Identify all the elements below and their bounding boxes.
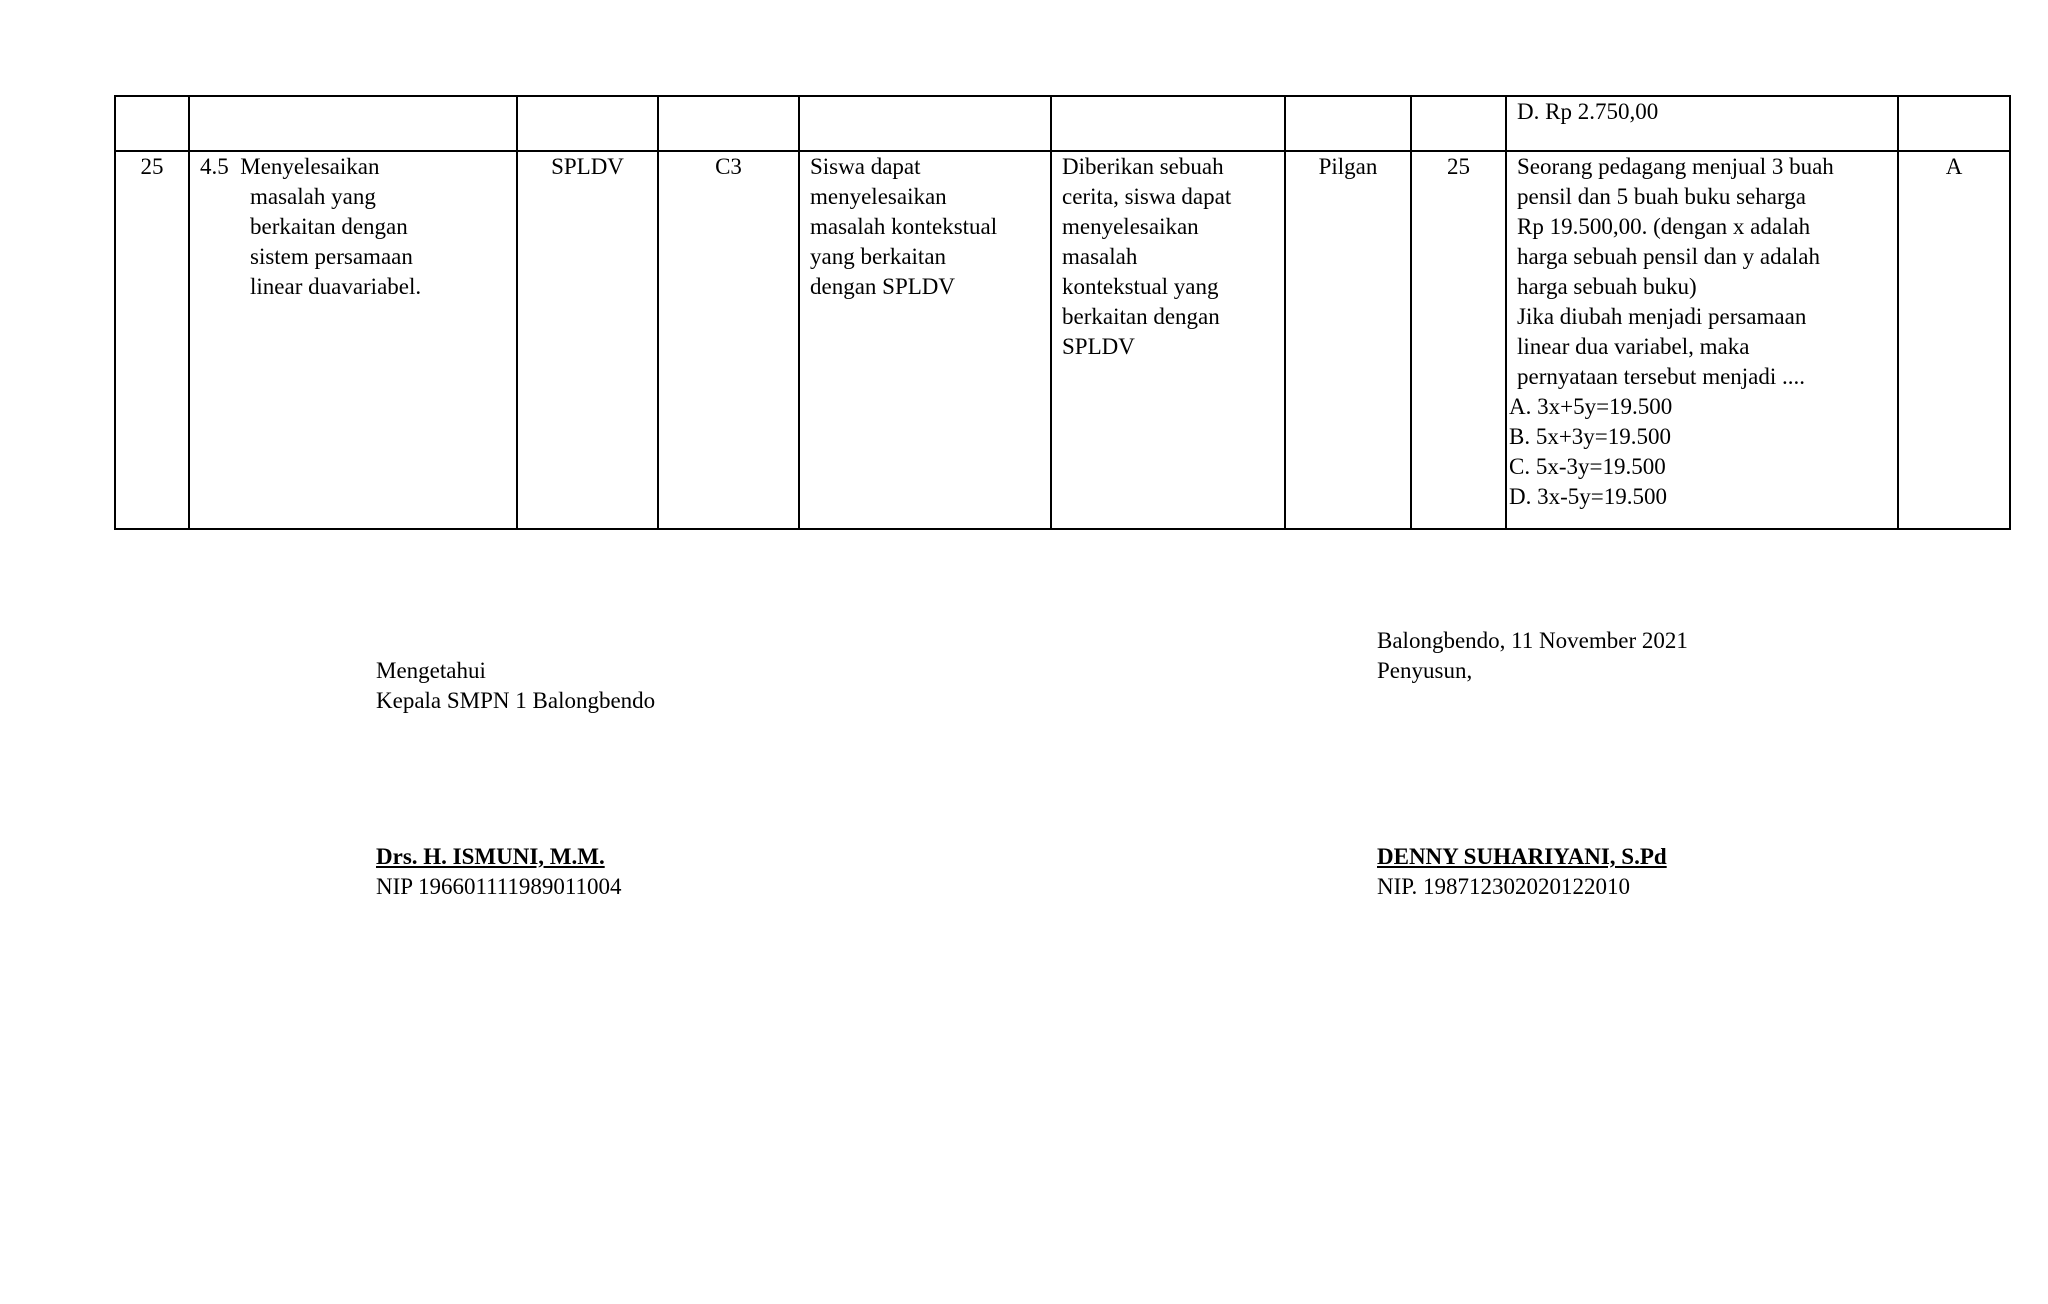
- soal-line: Seorang pedagang menjual 3 buah: [1517, 154, 1834, 179]
- indikator-line: menyelesaikan: [810, 184, 947, 209]
- cell-bentuk: Pilgan: [1285, 151, 1411, 529]
- author-nip: NIP. 198712302020122010: [1377, 874, 1631, 899]
- indikator-line: yang berkaitan: [810, 244, 947, 269]
- cell-no: [115, 96, 189, 151]
- cell-kd: [189, 151, 517, 529]
- cell-soal: [1506, 96, 1898, 151]
- principal-nip: NIP 196601111989011004: [376, 874, 622, 899]
- cell-indikator: [799, 151, 1051, 529]
- table-row: [115, 151, 2010, 529]
- cell-kd: [189, 96, 517, 151]
- cell-no-soal: 25: [1411, 151, 1506, 529]
- cell-kunci: [1898, 96, 2010, 151]
- cell-no-soal: [1411, 96, 1506, 151]
- cell-level: [658, 96, 799, 151]
- signature-left-name-block: [376, 842, 622, 902]
- cell-bentuk: [1285, 96, 1411, 151]
- indikator-soal-line: cerita, siswa dapat: [1062, 184, 1232, 209]
- cell-soal: [1506, 151, 1898, 529]
- cell-kunci: A: [1898, 151, 2010, 529]
- indikator-line: Siswa dapat: [810, 154, 921, 179]
- kd-text-line: linear duavariabel.: [250, 274, 422, 299]
- cell-materi: [517, 96, 658, 151]
- answer-option-a: A. 3x+5y=19.500: [1509, 394, 1673, 419]
- indikator-soal-line: masalah: [1062, 244, 1138, 269]
- answer-option-d: D. 3x-5y=19.500: [1509, 484, 1667, 509]
- kd-text-line: sistem persamaan: [250, 244, 413, 269]
- kd-text-line: berkaitan dengan: [250, 214, 408, 239]
- principal-title: Kepala SMPN 1 Balongbendo: [376, 688, 656, 713]
- cell-no: 25: [115, 151, 189, 529]
- soal-line: harga sebuah buku): [1517, 274, 1697, 299]
- indikator-soal-line: menyelesaikan: [1062, 214, 1199, 239]
- soal-line: Jika diubah menjadi persamaan: [1517, 304, 1807, 329]
- author-name: DENNY SUHARIYANI, S.Pd: [1377, 844, 1667, 869]
- cell-materi: SPLDV: [517, 151, 658, 529]
- kd-text-line: Menyelesaikan: [240, 154, 380, 179]
- answer-option-c: C. 5x-3y=19.500: [1509, 454, 1666, 479]
- soal-line: pensil dan 5 buah buku seharga: [1517, 184, 1806, 209]
- cell-indikator: [799, 96, 1051, 151]
- cell-indikator-soal: [1051, 96, 1285, 151]
- indikator-line: dengan SPLDV: [810, 274, 956, 299]
- signature-left: [376, 656, 655, 716]
- indikator-soal-line: kontekstual yang: [1062, 274, 1219, 299]
- soal-line: Rp 19.500,00. (dengan x adalah: [1517, 214, 1811, 239]
- cell-level: C3: [658, 151, 799, 529]
- signature-right: [1377, 626, 1688, 686]
- answer-option-b: B. 5x+3y=19.500: [1509, 424, 1672, 449]
- signature-right-name-block: [1377, 842, 1667, 902]
- table-row: [115, 96, 2010, 151]
- soal-line: linear dua variabel, maka: [1517, 334, 1750, 359]
- kd-text-line: masalah yang: [250, 184, 376, 209]
- soal-line: pernyataan tersebut menjadi ....: [1517, 364, 1806, 389]
- kisi-kisi-table: [114, 95, 2011, 530]
- indikator-soal-line: SPLDV: [1062, 334, 1135, 359]
- indikator-line: masalah kontekstual: [810, 214, 998, 239]
- soal-line: harga sebuah pensil dan y adalah: [1517, 244, 1820, 269]
- answer-option-d: D. Rp 2.750,00: [1517, 99, 1659, 124]
- acknowledged-label: Mengetahui: [376, 658, 486, 683]
- kd-number: 4.5: [200, 154, 229, 179]
- indikator-soal-line: berkaitan dengan: [1062, 304, 1220, 329]
- indikator-soal-line: Diberikan sebuah: [1062, 154, 1224, 179]
- place-date: Balongbendo, 11 November 2021: [1377, 628, 1688, 653]
- cell-indikator-soal: [1051, 151, 1285, 529]
- principal-name: Drs. H. ISMUNI, M.M.: [376, 844, 605, 869]
- author-role: Penyusun,: [1377, 658, 1473, 683]
